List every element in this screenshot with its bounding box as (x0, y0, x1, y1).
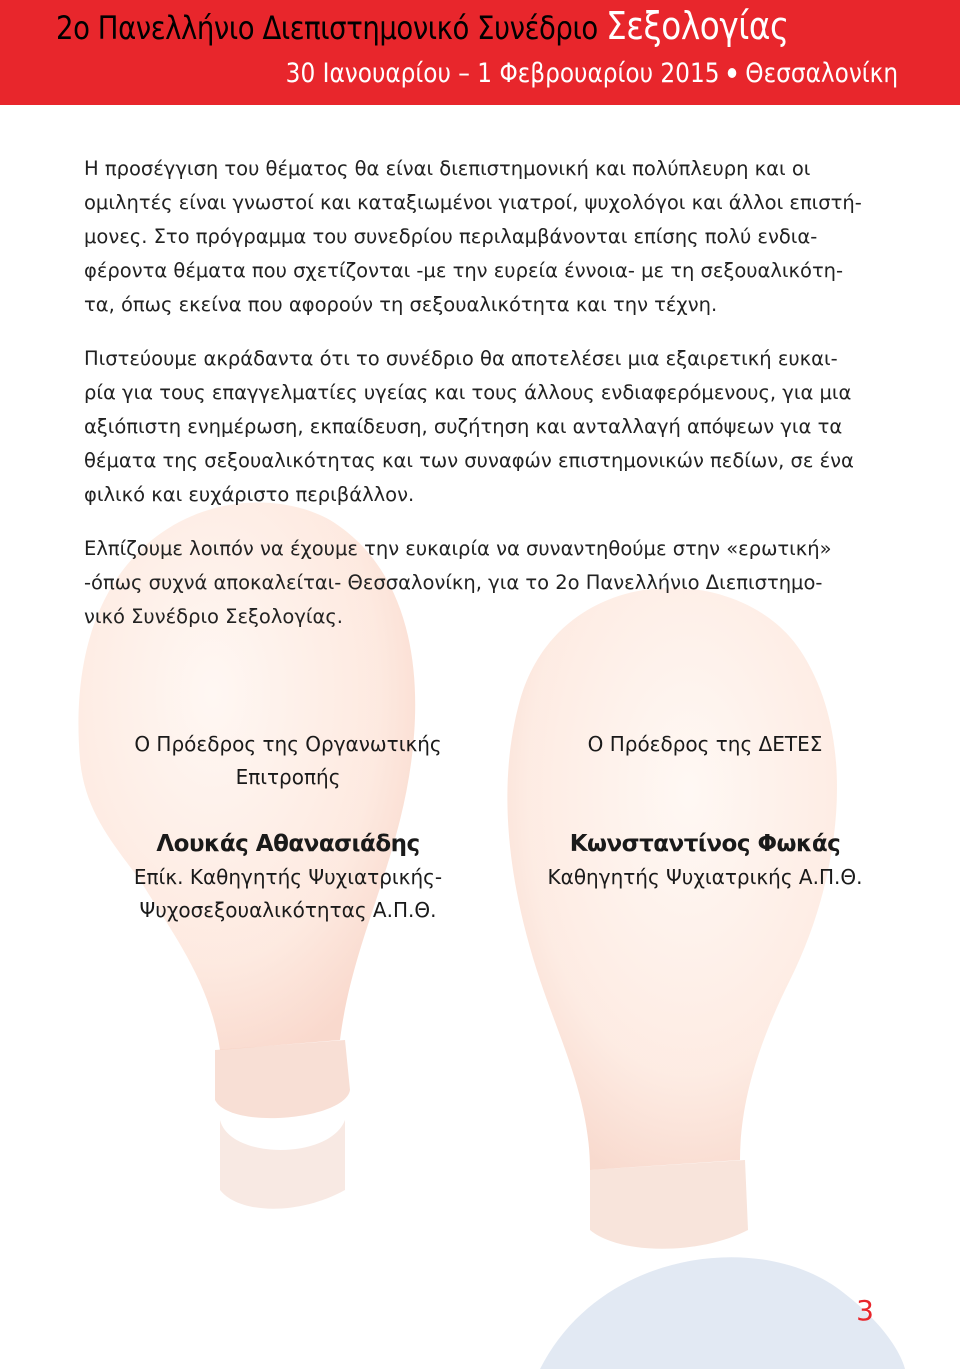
signature-block-detes (520, 728, 890, 894)
text-line: Η προσέγγιση του θέματος θα είναι διεπιστημονική και πολύπλευρη και οι (84, 157, 811, 180)
conference-title (56, 4, 789, 48)
text-line: φέροντα θέματα που σχετίζονται -με την ευρεία έννοια- με τη σεξουαλικότη- (84, 259, 844, 282)
conference-title-accent: Σεξολογίας (606, 4, 789, 48)
right-bulb-shape (507, 588, 837, 1249)
text-line: αξιόπιστη ενημέρωση, εκπαίδευση, συζήτηση και ανταλλαγή απόψεων για τα (84, 415, 843, 438)
text-line: μονες. Στο πρόγραμμα του συνεδρίου περιλαμβάνονται επίσης πολύ ενδια- (84, 225, 818, 248)
paragraph-belief (84, 342, 874, 512)
text-line: τα, όπως εκείνα που αφορούν τη σεξουαλικότητα και την τέχνη. (84, 293, 718, 316)
text-line: νικό Συνέδριο Σεξολογίας. (84, 605, 343, 628)
letter-body (84, 152, 874, 654)
signatory-name: Κωνσταντίνος Φωκάς (569, 831, 841, 857)
bullet-icon (728, 68, 737, 78)
conference-city: Θεσσαλονίκη (745, 58, 898, 89)
conference-dates (286, 58, 898, 89)
conference-title-main: 2ο Πανελλήνιο Διεπιστημονικό Συνέδριο (56, 9, 607, 47)
paragraph-approach (84, 152, 874, 322)
text-line: ρία για τους επαγγελματίες υγείας και τους άλλους ενδιαφερόμενους, για μια (84, 381, 852, 404)
signatory-name: Λουκάς Αθανασιάδης (156, 831, 420, 857)
text-line: ομιλητές είναι γνωστοί και καταξιωμένοι γιατροί, ψυχολόγοι και άλλοι επιστή- (84, 191, 862, 214)
text-line: Ελπίζουμε λοιπόν να έχουμε την ευκαιρία να συναντηθούμε στην «ερωτική» (84, 537, 832, 560)
conference-date-range: 30 Ιανουαρίου – 1 Φεβρουαρίου 2015 (285, 58, 720, 89)
signatory-role: Ο Πρόεδρος της Οργανωτικής (134, 732, 442, 756)
text-line: -όπως συχνά αποκαλείται- Θεσσαλονίκη, για το 2ο Πανελλήνιο Διεπιστημο- (84, 571, 823, 594)
conference-header (0, 0, 960, 105)
text-line: Πιστεύουμε ακράδαντα ότι το συνέδριο θα αποτελέσει μια εξαιρετική ευκαι- (84, 347, 838, 370)
signatory-credential: Επίκ. Καθηγητής Ψυχιατρικής- (133, 865, 443, 889)
paragraph-invitation (84, 532, 874, 634)
signatory-credential: Καθηγητής Ψυχιατρικής Α.Π.Θ. (547, 865, 863, 889)
signatory-credential: Ψυχοσεξουαλικότητας Α.Π.Θ. (139, 898, 437, 922)
page-number: 3 (856, 1294, 874, 1327)
signature-block-organizing-committee (108, 728, 468, 927)
signatory-role: Ο Πρόεδρος της ΔΕΤΕΣ (587, 732, 823, 756)
text-line: φιλικό και ευχάριστο περιβάλλον. (84, 483, 415, 506)
text-line: θέματα της σεξουαλικότητας και των συναφών επιστημονικών πεδίων, σε ένα (84, 449, 854, 472)
blue-corner-shape (540, 1257, 905, 1369)
signatory-role: Επιτροπής (235, 765, 341, 789)
